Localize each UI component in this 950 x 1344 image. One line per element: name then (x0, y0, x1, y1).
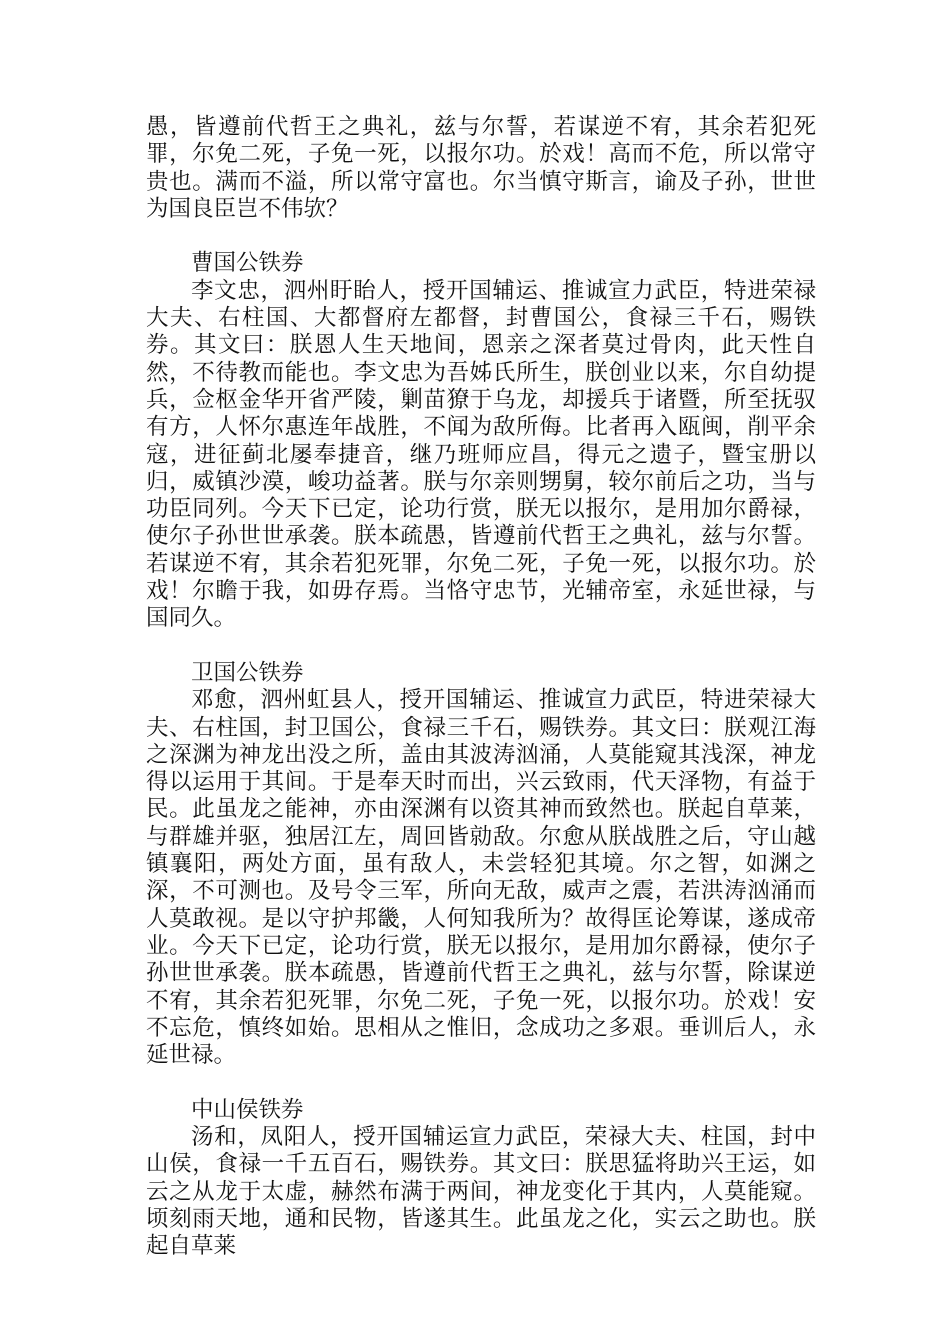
section-heading-caoguogong: 曹国公铁券 (191, 250, 304, 277)
paragraph-weiguogong: 邓愈，泗州虹县人，授开国辅运、推诚宣力武臣，特进荣禄大夫、右柱国，封卫国公，食禄三千石，赐铁券。其文曰：朕观江海之深渊为神龙出没之所，盖由其波涛汹涌，人莫能窥其浅深，神龙得以运用于其间。于是奉天时而出，兴云致雨，代天泽物，有益于民。此虽龙之能神，亦由深渊有以资其神而致然也。朕起自草莱，与群雄并驱，独居江左，周回皆勍敌。尔愈从朕战胜之后，守山越镇襄阳，两处方面，虽有敌人，未尝轻犯其境。尔之智，如渊之深，不可测也。及号令三军，所向无敌，威声之震，若洪涛汹涌而人莫敢视。是以守护邦畿，人何知我所为？故得匡论筹谋，遂成帝业。今天下已定，论功行赏，朕无以报尔，是用加尔爵禄，使尔子孙世世承袭。朕本疏愚，皆遵前代哲王之典礼，兹与尔誓，除谋逆不宥，其余若犯死罪，尔免二死，子免一死，以报尔功。於戏！安不忘危，慎终如始。思相从之惟旧，念成功之多艰。垂训后人，永延世禄。 (146, 687, 816, 1069)
document-page (146, 114, 816, 1260)
paragraph-zhongshanhou: 汤和，凤阳人，授开国辅运宣力武臣，荣禄大夫、柱国，封中山侯，食禄一千五百石，赐铁券。其文曰：朕思猛将助兴王运，如云之从龙于太虚，赫然布满于两间，神龙变化于其内，人莫能窥。顷刻雨天地，通和民物，皆遂其生。此虽龙之化，实云之助也。朕起自草莱 (146, 1123, 816, 1260)
section-gap (146, 633, 816, 660)
section-heading-weiguogong: 卫国公铁券 (191, 659, 304, 686)
section-heading-zhongshanhou: 中山侯铁券 (191, 1096, 304, 1123)
section-gap (146, 223, 816, 250)
section-gap (146, 1069, 816, 1096)
paragraph-continuation: 愚，皆遵前代哲王之典礼，兹与尔誓，若谋逆不宥，其余若犯死罪，尔免二死，子免一死，以报尔功。於戏！高而不危，所以常守贵也。满而不溢，所以常守富也。尔当慎守斯言，谕及子孙，世世为国良臣岂不伟欤？ (146, 114, 816, 222)
paragraph-caoguogong: 李文忠，泗州盱眙人，授开国辅运、推诚宣力武臣，特进荣禄大夫、右柱国、大都督府左都督，封曹国公，食禄三千石，赐铁券。其文曰：朕恩人生天地间，恩亲之深者莫过骨肉，此天性自然，不待教而能也。李文忠为吾姊氏所生，朕创业以来，尔自幼提兵，佥枢金华开省严陵，剿苗獠于乌龙，却援兵于诸暨，所至抚驭有方，人怀尔惠连年战胜，不闻为敌所侮。比者再入瓯闽，削平余寇，进征蓟北屡奉捷音，继乃班师应昌，得元之遗子，暨宝册以归，威镇沙漠，峻功益著。朕与尔亲则甥舅，较尔前后之功，当与功臣同列。今天下已定，论功行赏，朕无以报尔，是用加尔爵禄，使尔子孙世世承袭。朕本疏愚，皆遵前代哲王之典礼，兹与尔誓。若谋逆不宥，其余若犯死罪，尔免二死，子免一死，以报尔功。於戏！尔瞻于我，如毋存焉。当恪守忠节，光辅帝室，永延世禄，与国同久。 (146, 277, 816, 632)
